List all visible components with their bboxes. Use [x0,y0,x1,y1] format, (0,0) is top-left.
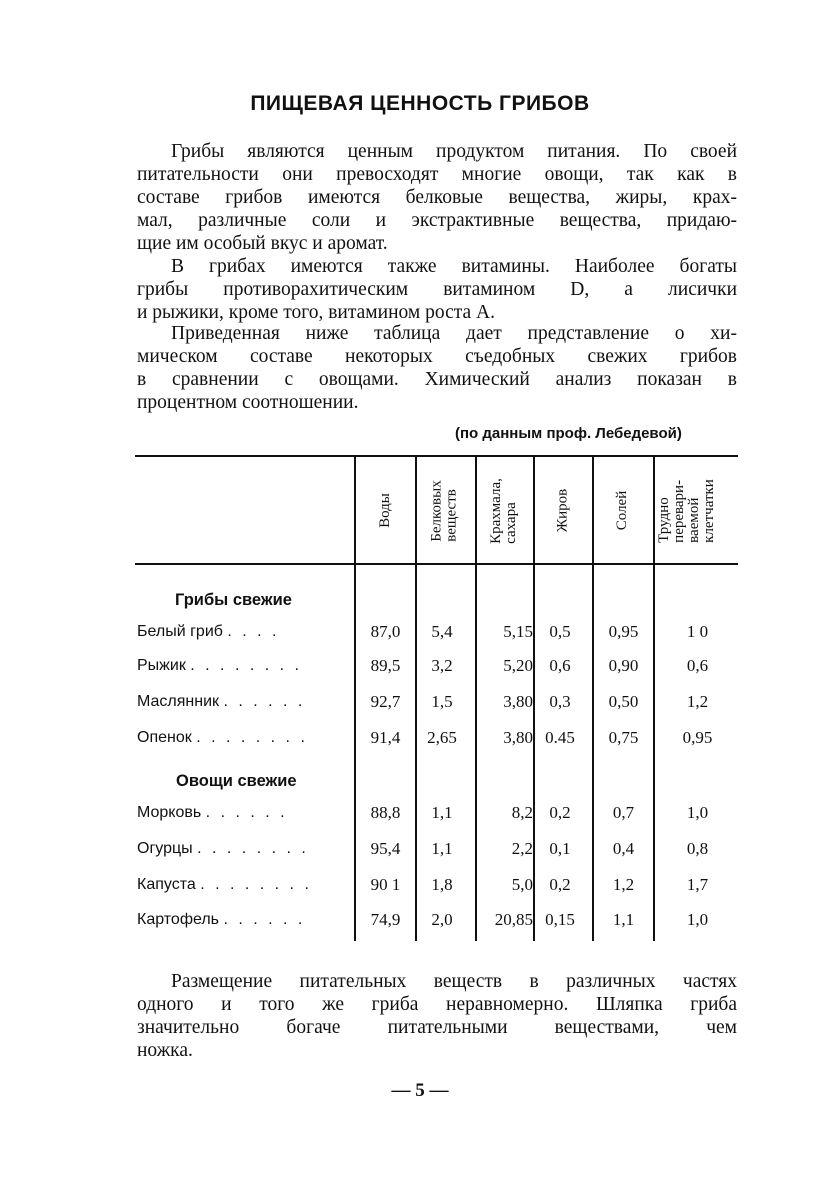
row-label: Маслянник . . . . . . [137,693,306,710]
table-cell: 0,6 [549,656,571,675]
paragraph-line: процентном соотношении. [137,392,359,413]
table-cell: 92,7 [370,692,401,711]
table-cell: 88,8 [370,803,401,822]
paragraph-line: ножка. [137,1040,193,1061]
table-cell: 87,0 [370,622,401,641]
table-cell: 5,15 [503,622,533,641]
table-cell: 0,7 [612,803,635,822]
table-cell: 3,80 [503,692,533,711]
table-cell: 0,8 [686,839,709,858]
page-number: — 5 — [391,1080,449,1101]
table-cell: 0,1 [549,839,571,858]
table-cell: 0,50 [608,692,639,711]
table-cell: 2,0 [431,910,453,929]
table-cell: 0.45 [545,728,575,747]
paragraph-line: грибы противорахитическим витамином D, а лисички [137,279,737,300]
row-label: Морковь . . . . . . [137,804,288,821]
closing-paragraph [137,970,737,1062]
table-cell: 90 1 [370,875,401,894]
column-header-salts: Солей [614,490,631,531]
row-label: Рыжик . . . . . . . . [137,657,302,674]
table-cell: 1,0 [686,910,709,929]
table-cell: 1 0 [686,622,709,641]
paragraph-line: одного и того же гриба неравномерно. Шляпка гриба [137,994,737,1015]
table-cell: 5,0 [511,875,533,894]
group-title-vegetables: Овощи свежие [176,772,297,790]
table-top-rule [135,455,738,457]
paragraph-line: составе грибов имеются белковые вещества, жиры, крах- [137,187,737,208]
group-title-mushrooms: Грибы свежие [175,591,292,609]
column-header-protein: Белковых веществ [429,479,461,542]
table-cell: 0,4 [612,839,635,858]
table-cell: 0,15 [545,910,575,929]
paragraph-line: и рыжики, кроме того, витамином роста А. [137,302,495,323]
vitamins-paragraph [137,255,737,324]
table-cell: 1,7 [686,875,709,894]
table-cell: 74,9 [370,910,401,929]
source-note: (по данным проф. Лебедевой) [455,425,682,442]
table-cell: 0,75 [608,728,639,747]
paragraph-line: питательности они превосходят многие овощи, так как в [137,164,737,185]
row-label: Опенок . . . . . . . . [137,729,308,746]
row-label: Картофель . . . . . . [137,911,306,928]
table-cell: 1,1 [612,910,635,929]
paragraph-line: Размещение питательных веществ в различных частях [171,971,737,992]
table-cell: 8,2 [511,803,533,822]
paragraph-line: мическом составе некоторых съедобных свежих грибов [137,346,737,367]
paragraph-line: значительно богаче питательными веществами, чем [137,1017,737,1038]
table-cell: 1,2 [612,875,635,894]
table-cell: 2,65 [427,728,457,747]
table-cell: 0,6 [686,656,709,675]
table-cell: 1,1 [431,803,453,822]
table-cell: 1,8 [431,875,453,894]
table-cell: 1,5 [431,692,453,711]
table-cell: 0,2 [549,803,571,822]
paragraph-line: щие им особый вкус и аромат. [137,233,388,254]
table-cell: 89,5 [370,656,401,675]
paragraph-line: Приведенная ниже таблица дает представление о хи- [171,323,737,344]
row-label: Белый гриб . . . . [137,623,280,640]
table-cell: 3,2 [431,656,453,675]
row-label: Огурцы . . . . . . . . [137,840,309,857]
paragraph-line: В грибах имеются также витамины. Наиболее богаты [171,256,737,277]
paragraph-line: Грибы являются ценным продуктом питания. По своей [171,141,737,162]
table-cell: 2,2 [511,839,533,858]
table-cell: 0,2 [549,875,571,894]
table-cell: 1,1 [431,839,453,858]
table-cell: 1,2 [686,692,709,711]
column-header-fat: Жиров [554,488,571,533]
table-cell: 0,5 [549,622,571,641]
column-header-fiber: Трудно перевари- ваемой клетчатки [656,478,718,543]
paragraph-line: мал, различные соли и экстрактивные вещества, придаю- [137,210,737,231]
table-cell: 1,0 [686,803,709,822]
page-title: ПИЩЕВАЯ ЦЕННОСТЬ ГРИБОВ [250,92,590,115]
table-cell: 3,80 [503,728,533,747]
table-cell: 0,95 [608,622,639,641]
column-header-water: Воды [376,493,393,528]
row-label: Капуста . . . . . . . . [137,876,312,893]
column-header-starch: Крахмала, сахара [488,477,519,544]
table-cell: 0,95 [682,728,713,747]
table-cell: 95,4 [370,839,401,858]
table-cell: 20,85 [494,910,533,929]
table-cell: 0,3 [549,692,571,711]
table-intro-paragraph [137,322,737,414]
table-cell: 91,4 [370,728,401,747]
intro-paragraph [137,140,737,255]
table-cell: 5,4 [431,622,453,641]
paragraph-line: в сравнении с овощами. Химический анализ показан в [137,369,737,390]
table-header-rule [135,563,738,565]
table-cell: 5,20 [503,656,533,675]
table-cell: 0,90 [608,656,639,675]
